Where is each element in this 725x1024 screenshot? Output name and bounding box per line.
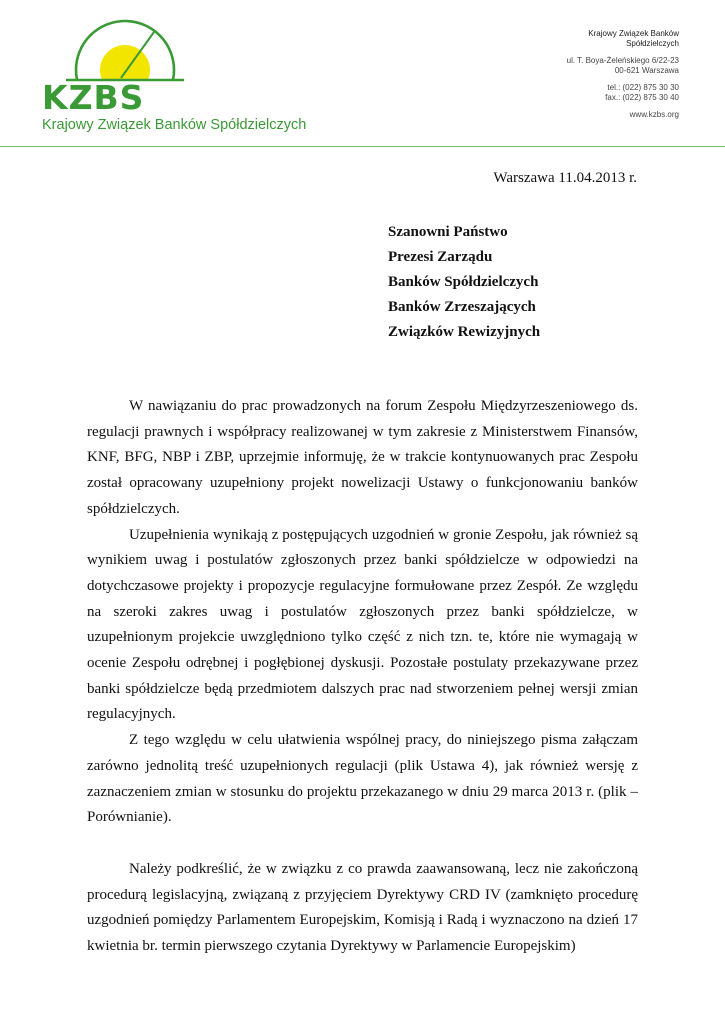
body-paragraph: W nawiązaniu do prac prowadzonych na forum Zespołu Międzyrzeszeniowego ds. regulacji prawnych i współpracy realizowanej w tym zakresie z Ministerstwem Finansów, KNF, BFG, NBP i ZBP, uprzejmie informuję, że w trakcie kontynuowanych prac Zespołu został opracowany uzupełniony projekt nowelizacji Ustawy o funkcjonowaniu banków spółdzielczych.	[87, 398, 638, 517]
addressee-line: Związków Rewizyjnych	[388, 324, 541, 340]
letter-date: Warszawa 11.04.2013 r.	[493, 170, 637, 186]
contact-org-line1: Krajowy Związek Banków	[588, 29, 679, 38]
addressee-block	[388, 220, 540, 345]
contact-org-line2: Spółdzielczych	[626, 39, 679, 48]
letter-body	[87, 394, 638, 960]
logo-fullname: Krajowy Związek Banków Spółdzielczych	[42, 117, 307, 133]
logo-acronym: KZBS	[42, 78, 145, 117]
contact-tel: tel.: (022) 875 30 30	[607, 83, 679, 92]
addressee-line: Szanowni Państwo	[388, 224, 508, 240]
contact-street: ul. T. Boya-Żeleńskiego 6/22-23	[566, 56, 679, 65]
body-paragraph: Należy podkreślić, że w związku z co prawda zaawansowaną, lecz nie zakończoną procedurą legislacyjną, związaną z przyjęciem Dyrektywy CRD IV (zamknięto procedurę uzgodnień pomiędzy Parlamentem Europejskim, Komisją i Radą i wyznaczono na dzień 17 kwietnia br. termin pierwszego czytania Dyrektywy w Parlamencie Europejskim)	[87, 860, 638, 955]
body-paragraph: Z tego względu w celu ułatwienia wspólnej pracy, do niniejszego pisma załączam zarówno jednolitą treść uzupełnionych regulacji (plik Ustawa 4), jak również wersję z zaznaczeniem zmian w stosunku do projektu przekazanego w dniu 29 marca 2013 r. (plik – Porównianie).	[87, 732, 638, 826]
addressee-line: Banków Spółdzielczych	[388, 274, 539, 290]
contact-fax: fax.: (022) 875 30 40	[605, 93, 679, 102]
contact-web: www.kzbs.org	[629, 110, 679, 119]
contact-city: 00-621 Warszawa	[614, 66, 679, 75]
kzbs-logo	[38, 16, 338, 134]
body-paragraph: Uzupełnienia wynikają z postępujących uzgodnień w gronie Zespołu, jak również są wynikiem uwag i postulatów zgłoszonych przez banki spółdzielcze w odpowiedzi na dotychczasowe projekty i propozycje regulacyjne formułowane przez Zespół. Ze względu na szeroki zakres uwag i postulatów zgłoszonych przez banki spółdzielcze, w uzupełnionym projekcie uwzględniono tylko część z nich tzn. te, które nie wymagają w ocenie Zespołu odrębnej i pogłębionej dyskusji. Pozostałe postulaty przekazywane przez banki spółdzielcze będą przedmiotem dalszych prac nad stworzeniem pełnej wersji zmian regulacyjnych.	[87, 526, 638, 723]
addressee-line: Banków Zrzeszających	[388, 299, 536, 315]
header-divider	[0, 146, 725, 147]
contact-block	[567, 29, 679, 120]
addressee-line: Prezesi Zarządu	[388, 249, 493, 265]
